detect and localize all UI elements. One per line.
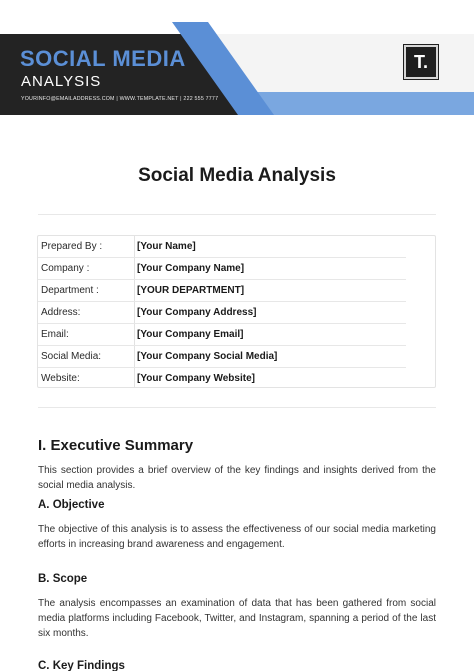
row-label: Company : [41, 263, 90, 274]
logo-badge [404, 45, 438, 79]
row-value: [Your Company Social Media] [137, 351, 278, 362]
scope-text: The analysis encompasses an examination of data that has been gathered from social media platforms including Facebook, Twitter, and Instagram, spanning a period of the last six months. [38, 598, 436, 639]
divider-top [38, 214, 436, 215]
table-row [38, 368, 406, 390]
table-row [38, 324, 406, 346]
table-row [38, 346, 406, 368]
logo-letter: T. [413, 51, 428, 72]
table-row [38, 302, 406, 324]
document-title: Social Media Analysis [138, 165, 336, 186]
table-row [38, 280, 406, 302]
info-table [37, 235, 436, 388]
brand-title: SOCIAL MEDIA [20, 46, 186, 71]
section-heading-executive-summary: I. Executive Summary [38, 437, 194, 454]
objective-text: The objective of this analysis is to assess the effectiveness of our social media marketing efforts in increasing brand awareness and engagement. [38, 524, 436, 550]
row-label: Address: [41, 307, 81, 318]
header-banner [0, 0, 474, 115]
executive-summary-text: This section provides a brief overview of the key findings and insights derived from the social media analysis. [38, 465, 436, 491]
row-value: [Your Company Address] [137, 307, 257, 318]
row-label: Department : [41, 285, 99, 296]
row-label: Email: [41, 329, 69, 340]
divider-bottom [38, 407, 436, 408]
table-row [38, 236, 406, 258]
section-heading-key-findings: C. Key Findings [38, 660, 125, 671]
row-value: [Your Name] [137, 241, 196, 252]
row-label: Social Media: [41, 351, 102, 362]
contact-line: YOURINFO@EMAILADDRESS.COM | WWW.TEMPLATE.NET | 222 555 7777 [21, 96, 219, 102]
row-value: [YOUR DEPARTMENT] [137, 285, 245, 296]
section-heading-objective: A. Objective [38, 499, 105, 511]
brand-subtitle: ANALYSIS [21, 73, 102, 90]
row-label: Website: [41, 373, 80, 384]
row-label: Prepared By : [41, 241, 103, 252]
section-heading-scope: B. Scope [38, 573, 88, 585]
row-value: [Your Company Email] [137, 329, 244, 340]
row-value: [Your Company Name] [137, 263, 245, 274]
table-row [38, 258, 406, 280]
row-value: [Your Company Website] [137, 373, 255, 384]
